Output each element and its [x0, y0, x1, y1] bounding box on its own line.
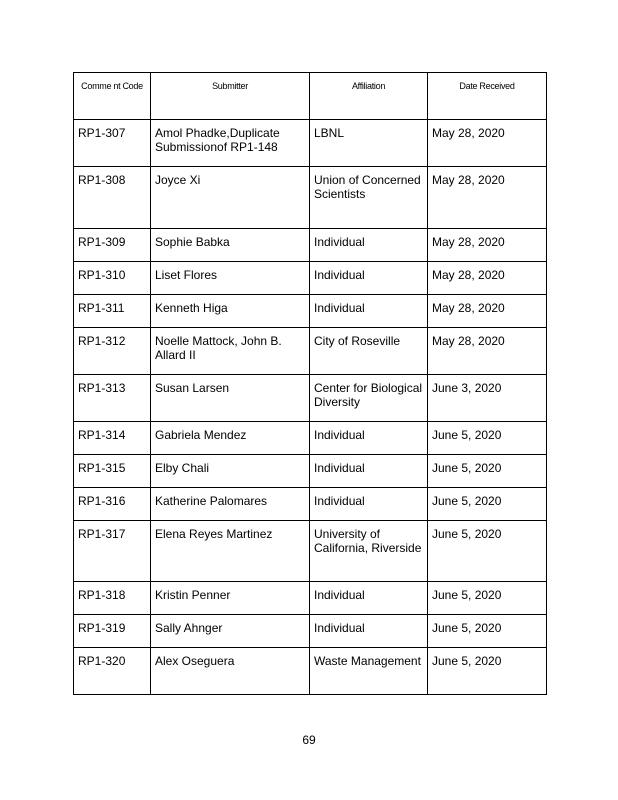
- affiliation-cell: Individual: [310, 262, 428, 295]
- date-received-cell: June 5, 2020: [428, 648, 547, 695]
- comment-code-cell: RP1-309: [74, 229, 151, 262]
- affiliation-cell: LBNL: [310, 120, 428, 167]
- date-received-cell: May 28, 2020: [428, 328, 547, 375]
- header-row: [74, 73, 547, 120]
- comment-code-cell: RP1-314: [74, 422, 151, 455]
- date-received-cell: June 5, 2020: [428, 582, 547, 615]
- table-row: [74, 167, 547, 229]
- date-received-cell: June 5, 2020: [428, 521, 547, 582]
- comment-code-cell: RP1-320: [74, 648, 151, 695]
- header-submitter: Submitter: [151, 73, 310, 120]
- table-row: [74, 521, 547, 582]
- comment-code-cell: RP1-316: [74, 488, 151, 521]
- comment-code-cell: RP1-308: [74, 167, 151, 229]
- submitter-cell: Noelle Mattock, John B. Allard II: [151, 328, 310, 375]
- date-received-cell: May 28, 2020: [428, 295, 547, 328]
- submitter-cell: Sally Ahnger: [151, 615, 310, 648]
- table-row: [74, 648, 547, 695]
- comment-code-cell: RP1-312: [74, 328, 151, 375]
- affiliation-cell: Individual: [310, 582, 428, 615]
- submitter-cell: Amol Phadke,Duplicate Submissionof RP1-148: [151, 120, 310, 167]
- date-received-cell: June 5, 2020: [428, 422, 547, 455]
- submitter-cell: Elby Chali: [151, 455, 310, 488]
- submitter-cell: Sophie Babka: [151, 229, 310, 262]
- date-received-cell: June 5, 2020: [428, 615, 547, 648]
- affiliation-cell: Union of Concerned Scientists: [310, 167, 428, 229]
- comment-code-cell: RP1-313: [74, 375, 151, 422]
- submitter-cell: Liset Flores: [151, 262, 310, 295]
- date-received-cell: May 28, 2020: [428, 167, 547, 229]
- submitter-cell: Katherine Palomares: [151, 488, 310, 521]
- submitter-cell: Elena Reyes Martinez: [151, 521, 310, 582]
- affiliation-cell: Individual: [310, 615, 428, 648]
- comment-code-cell: RP1-307: [74, 120, 151, 167]
- submitter-cell: Joyce Xi: [151, 167, 310, 229]
- header-date-received: Date Received: [428, 73, 547, 120]
- comment-code-cell: RP1-319: [74, 615, 151, 648]
- date-received-cell: May 28, 2020: [428, 120, 547, 167]
- date-received-cell: June 3, 2020: [428, 375, 547, 422]
- affiliation-cell: City of Roseville: [310, 328, 428, 375]
- affiliation-cell: Individual: [310, 488, 428, 521]
- affiliation-cell: Individual: [310, 229, 428, 262]
- date-received-cell: June 5, 2020: [428, 455, 547, 488]
- table-row: [74, 262, 547, 295]
- comment-code-cell: RP1-315: [74, 455, 151, 488]
- submitter-cell: Kenneth Higa: [151, 295, 310, 328]
- affiliation-cell: Individual: [310, 455, 428, 488]
- date-received-cell: May 28, 2020: [428, 229, 547, 262]
- date-received-cell: May 28, 2020: [428, 262, 547, 295]
- affiliation-cell: University of California, Riverside: [310, 521, 428, 582]
- table-row: [74, 295, 547, 328]
- comment-code-cell: RP1-311: [74, 295, 151, 328]
- table-row: [74, 615, 547, 648]
- header-comment-code: Comme nt Code: [74, 73, 151, 120]
- submitter-cell: Alex Oseguera: [151, 648, 310, 695]
- submitter-cell: Gabriela Mendez: [151, 422, 310, 455]
- page-number: 69: [302, 733, 316, 747]
- affiliation-cell: Individual: [310, 295, 428, 328]
- table-row: [74, 328, 547, 375]
- table-row: [74, 120, 547, 167]
- table-row: [74, 455, 547, 488]
- date-received-cell: June 5, 2020: [428, 488, 547, 521]
- table-row: [74, 582, 547, 615]
- affiliation-cell: Individual: [310, 422, 428, 455]
- table-row: [74, 375, 547, 422]
- table-row: [74, 229, 547, 262]
- comment-code-cell: RP1-318: [74, 582, 151, 615]
- comments-table: [73, 72, 547, 695]
- header-affiliation: Affiliation: [310, 73, 428, 120]
- table-row: [74, 488, 547, 521]
- comment-code-cell: RP1-310: [74, 262, 151, 295]
- comment-code-cell: RP1-317: [74, 521, 151, 582]
- affiliation-cell: Center for Biological Diversity: [310, 375, 428, 422]
- table-row: [74, 422, 547, 455]
- submitter-cell: Susan Larsen: [151, 375, 310, 422]
- affiliation-cell: Waste Management: [310, 648, 428, 695]
- submitter-cell: Kristin Penner: [151, 582, 310, 615]
